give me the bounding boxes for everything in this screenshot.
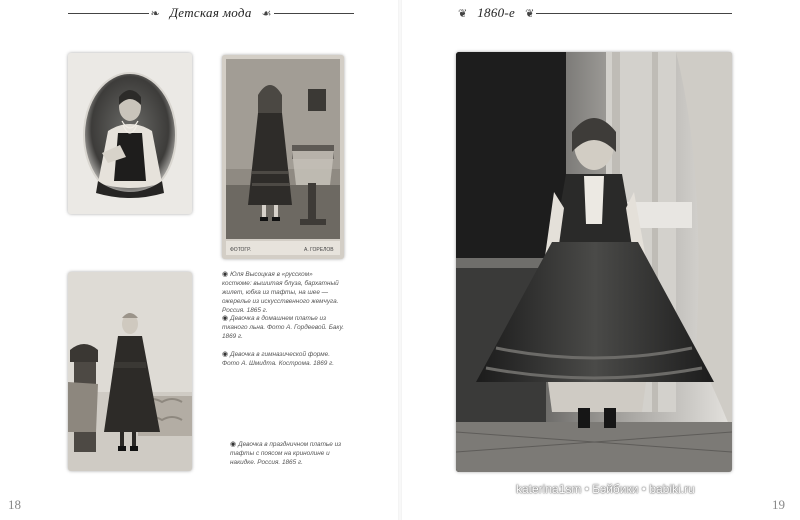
header-ornament-icon: ☙	[261, 7, 272, 20]
card-studio-label: ФОТОГР.	[230, 247, 251, 253]
caption-pointer-icon: ◉	[230, 441, 237, 448]
photo-chair-drawing	[68, 272, 192, 471]
caption-home-dress	[222, 314, 344, 341]
header-ornament-icon: ❦	[525, 7, 535, 20]
header-ornament-icon: ❧	[150, 7, 160, 20]
photo-girl-russian-costume	[68, 53, 192, 214]
header-ornament-icon: ❦	[458, 7, 468, 20]
left-header	[68, 4, 354, 22]
caption-pointer-icon: ◉	[222, 315, 229, 322]
card-name-label: А. ГОРЕЛОВ	[304, 247, 334, 253]
photo-oval-drawing	[68, 53, 192, 214]
caption-text: Юля Высоцкая в «русском» костюме: вышитая блуза, бархатный жилет, юбка из тафты, на шее — ожерелье из искусственного жемчуга. Россия. 1865 г.	[222, 271, 339, 314]
caption-text: Девочка в праздничном платье из тафты с поясом на кринолине и накидке. Россия. 1865 г.	[230, 441, 342, 466]
watermark-text: katerina1sm • Бэйбики • babiki.ru	[516, 482, 695, 496]
caption-text: Девочка в гимназической форме. Фото А. Шмидта. Кострома. 1869 г.	[222, 351, 335, 367]
caption-taffeta-dress	[230, 440, 342, 467]
photo-girl-gymnasium-uniform	[68, 272, 192, 471]
header-rule	[274, 13, 355, 14]
left-header-title: Детская мода	[169, 5, 252, 20]
photo-girl-taffeta-dress	[456, 52, 732, 472]
book-gutter	[398, 0, 402, 520]
header-rule	[68, 13, 149, 14]
page-number-left: 18	[8, 497, 21, 512]
photo-large-drawing	[456, 52, 732, 472]
right-header-title: 1860-е	[477, 5, 516, 20]
caption-text: Девочка в домашнем платье из тканого льна. Фото А. Гордеевой. Баку. 1869 г.	[222, 315, 344, 340]
photo-girl-home-dress	[222, 55, 344, 259]
right-header	[456, 4, 732, 22]
caption-pointer-icon: ◉	[222, 351, 229, 358]
caption-pointer-icon: ◉	[222, 271, 229, 278]
header-rule	[536, 13, 732, 14]
page-number-right: 19	[772, 497, 785, 512]
photo-standing-drawing	[222, 55, 344, 259]
caption-russian-costume	[222, 270, 344, 315]
caption-gymnasium-uniform	[222, 350, 344, 368]
